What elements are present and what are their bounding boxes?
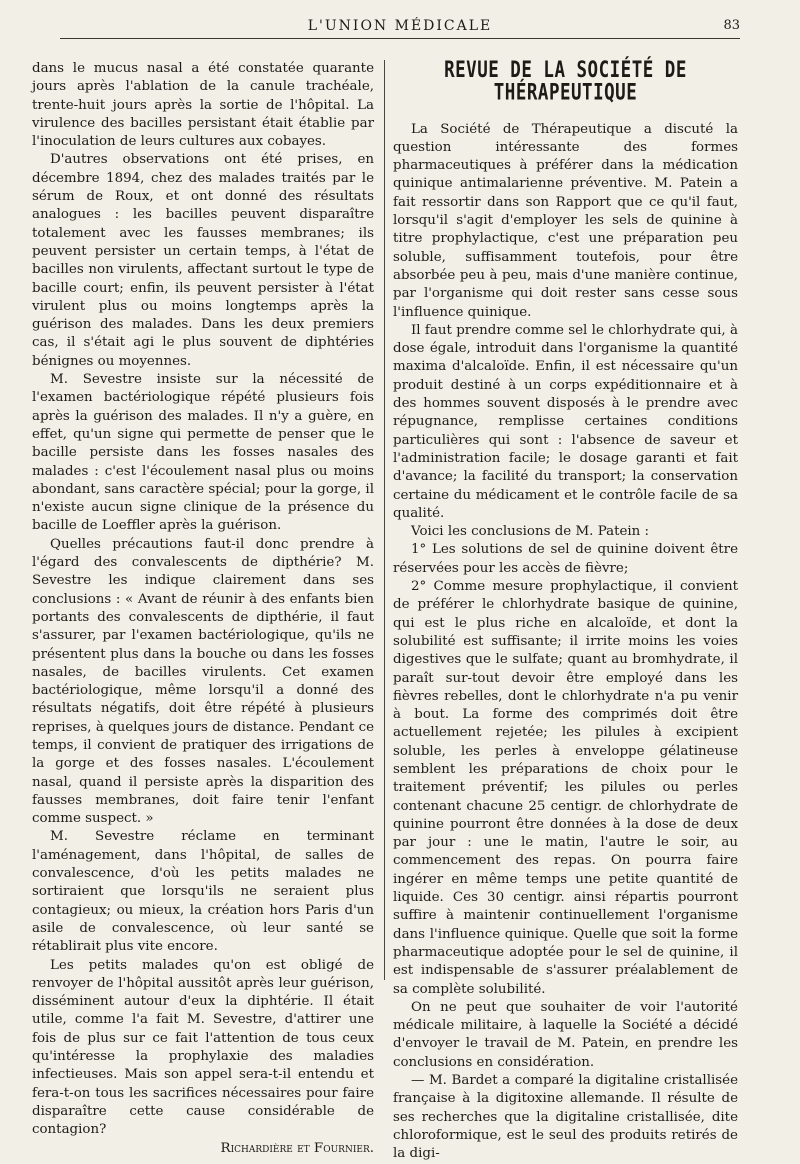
paragraph: 2° Comme mesure prophylactique, il convient de préférer le chlorhydrate basique de quinine, qui est le plus riche en alcaloïde, et dont la solubilité est suffisante; il irrite moins les voies digestives que le sulfate; quant au bromhydrate, il paraît sur-tout devoir être employé dans les fièvres rebelles, dont le chlorhydrate n'a pu venir à bout. La forme des comprimés doit être actuellement rejetée; les pilules à excipient soluble, les perles à enveloppe gélatineuse semblent les préparations de choix pour le traitement préventif; les pilules ou perles contenant chacune 25 centigr. de chlorhydrate de quinine pourront être données à la dose de deux par jour : une le matin, l'autre le soir, au commencement des repas. On pourra faire ingérer en même temps une petite quantité de liquide. Ces 30 centigr. ainsi répartis pourront suffire à maintenir continuellement l'organisme dans l'influence quinique. Quelle que soit la forme pharmaceutique adoptée pour le sel de quinine, il est indispensable de s'assurer préalablement de sa complète solubilité. [393, 579, 738, 997]
paragraph: Quelles précautions faut-il donc prendre à l'égard des convalescents de dipthérie? M. Sevestre les indique clairement dans ses conclusions : « Avant de réunir à des enfants bien portants des convalescents de dipthérie, il faut s'assurer, par l'examen bactériologique, qu'ils ne présentent plus dans la bouche ou dans les fosses nasales, de bacilles virulents. Cet examen bactériologique, même lorsqu'il a donné des résultats négatifs, doit être répété à plusieurs reprises, à quelques jours de distance. Pendant ce temps, il convient de pratiquer des irrigations de la gorge et des fosses nasales. L'écoulement nasal, quand il persiste après la disparition des fausses membranes, doit faire tenir l'enfant comme suspect. » [32, 536, 374, 827]
running-head: L'UNION MÉDICALE [307, 18, 493, 34]
page-number: 83 [723, 18, 740, 33]
paragraph: Les petits malades qu'on est obligé de renvoyer de l'hôpital aussitôt après leur guérison, disséminent autour d'eux la diphtérie. Il était utile, comme l'a fait M. Sevestre, d'attirer une fois de plus sur ce fait l'attention de tous ceux qu'intéresse la prophylaxie des maladies infectieuses. Mais son appel sera-t-il entendu et fera-t-on tous les sacrifices nécessaires pour faire disparaître cette cause considérable de contagion? [32, 957, 374, 1138]
right-column [393, 60, 738, 1164]
paragraph: La Société de Thérapeutique a discuté la question intéressante des formes pharmaceutiques à préférer dans la médication quinique antimalarienne préventive. M. Patein a fait ressortir dans son Rapport que ce qu'il faut, lorsqu'il s'agit d'employer les sels de quinine à titre prophylactique, c'est une préparation peu soluble, suffisamment toutefois, pour être absorbée peu à peu, mais d'une manière continue, par l'organisme qui doit rester sans cesse sous l'influence quinique. [393, 121, 738, 320]
paragraph: — M. Bardet a comparé la digitaline cristallisée française à la digitoxine allemande. Il résulte de ses recherches que la digitaline cristallisée, dite chloroformique, est le seul des produits retirés de la digi- [393, 1073, 738, 1162]
paragraph: M. Sevestre insiste sur la nécessité de l'examen bactériologique répété plusieurs fois après la guérison des malades. Il n'y a guère, en effet, qu'un signe qui permette de penser que le bacille persiste dans les fosses nasales des malades : c'est l'écoulement nasal plus ou moins abondant, sans caractère spécial; pour la gorge, il n'existe aucun signe clinique de la présence du bacille de Loeffler après la guérison. [32, 372, 374, 534]
paragraph: D'autres observations ont été prises, en décembre 1894, chez des malades traités par le sérum de Roux, et ont donné des résultats analogues : les bacilles peuvent disparaître totalement avec les fausses membranes; ils peuvent persister un certain temps, à l'état de bacilles non virulents, affectant surtout le type de bacille court; enfin, ils peuvent persister à l'état virulent plus ou moins longtemps après la guérison des malades. Dans les deux premiers cas, il s'était agi le plus souvent de diphtéries bénignes ou moyennes. [32, 152, 374, 369]
paragraph: 1° Les solutions de sel de quinine doivent être réservées pour les accès de fièvre; [393, 542, 738, 576]
left-column [32, 60, 374, 1158]
paragraph: On ne peut que souhaiter de voir l'autorité médicale militaire, à laquelle la Société a décidé d'envoyer le travail de M. Patein, en prendre les conclusions en considération. [393, 999, 738, 1070]
paragraph: dans le mucus nasal a été constatée quarante jours après l'ablation de la canule trachéale, trente-huit jours après la sortie de l'hôpital. La virulence des bacilles persistant était établie par l'inoculation de leurs cultures aux cobayes. [32, 61, 374, 150]
paragraph: Il faut prendre comme sel le chlorhydrate qui, à dose égale, introduit dans l'organisme la quantité maxima d'alcaloïde. Enfin, il est nécessaire qu'un produit destiné à un corps expéditionnaire et à des hommes souvent disposés à le prendre avec répugnance, remplisse certaines conditions particulières qui sont : l'absence de saveur et l'administration facile; le dosage garanti et fait d'avance; la facilité du transport; la conservation certaine du médicament et le contrôle facile de sa qualité. [393, 322, 738, 521]
author-signature [32, 1140, 374, 1158]
paragraph: Voici les conclusions de M. Patein : [411, 524, 650, 540]
signature-text: Richardière et Fournier. [220, 1140, 374, 1156]
column-divider [384, 60, 385, 980]
page-header [60, 18, 740, 39]
section-title: REVUE DE LA SOCIÉTÉ DE THÉRAPEUTIQUE [444, 58, 687, 107]
paragraph: M. Sevestre réclame en terminant l'aménagement, dans l'hôpital, de salles de convalescence, d'où les petits malades ne sortiraient que lorsqu'ils ne seraient plus contagieux; ou mieux, la création hors Paris d'un asile de convalescence, où leur santé se rétablirait plus vite encore. [32, 829, 374, 955]
